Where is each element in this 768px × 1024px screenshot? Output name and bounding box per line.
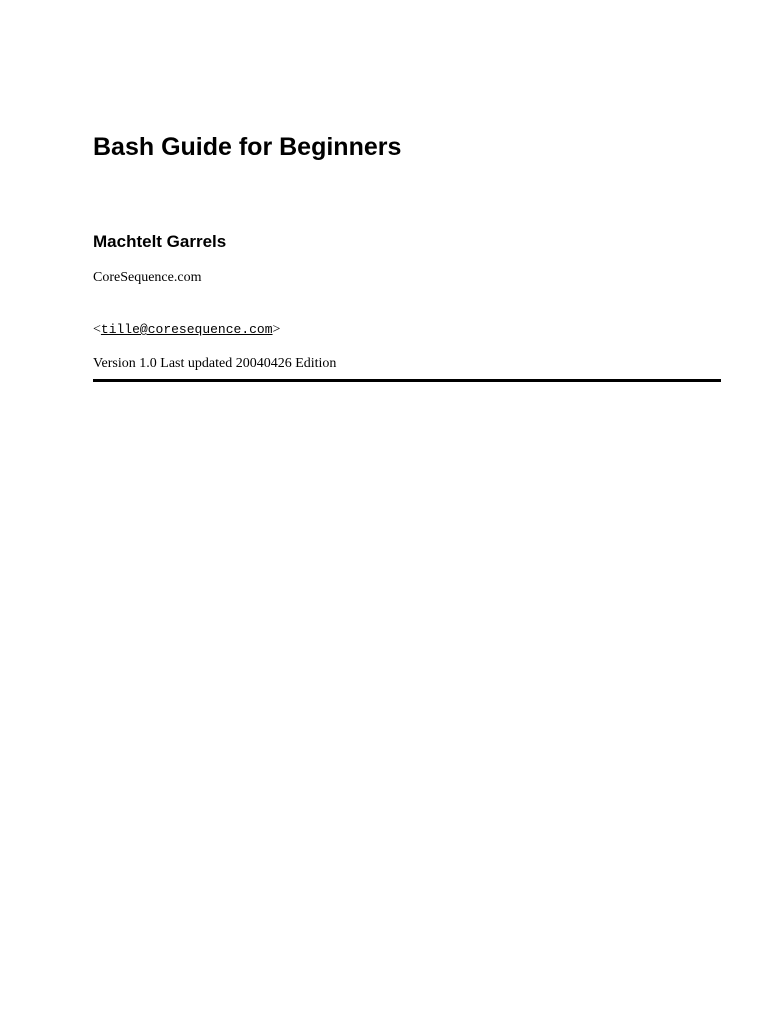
version-info: Version 1.0 Last updated 20040426 Edition <box>93 356 337 371</box>
author-email-link[interactable]: tille@coresequence.com <box>100 322 273 337</box>
document-title: Bash Guide for Beginners <box>93 133 402 161</box>
email-close-bracket: > <box>272 322 281 337</box>
title-divider <box>93 379 721 382</box>
author-email-line <box>93 321 280 339</box>
email-open-bracket: < <box>93 322 101 337</box>
author-name: Machtelt Garrels <box>93 232 227 251</box>
author-affiliation: CoreSequence.com <box>93 270 202 285</box>
